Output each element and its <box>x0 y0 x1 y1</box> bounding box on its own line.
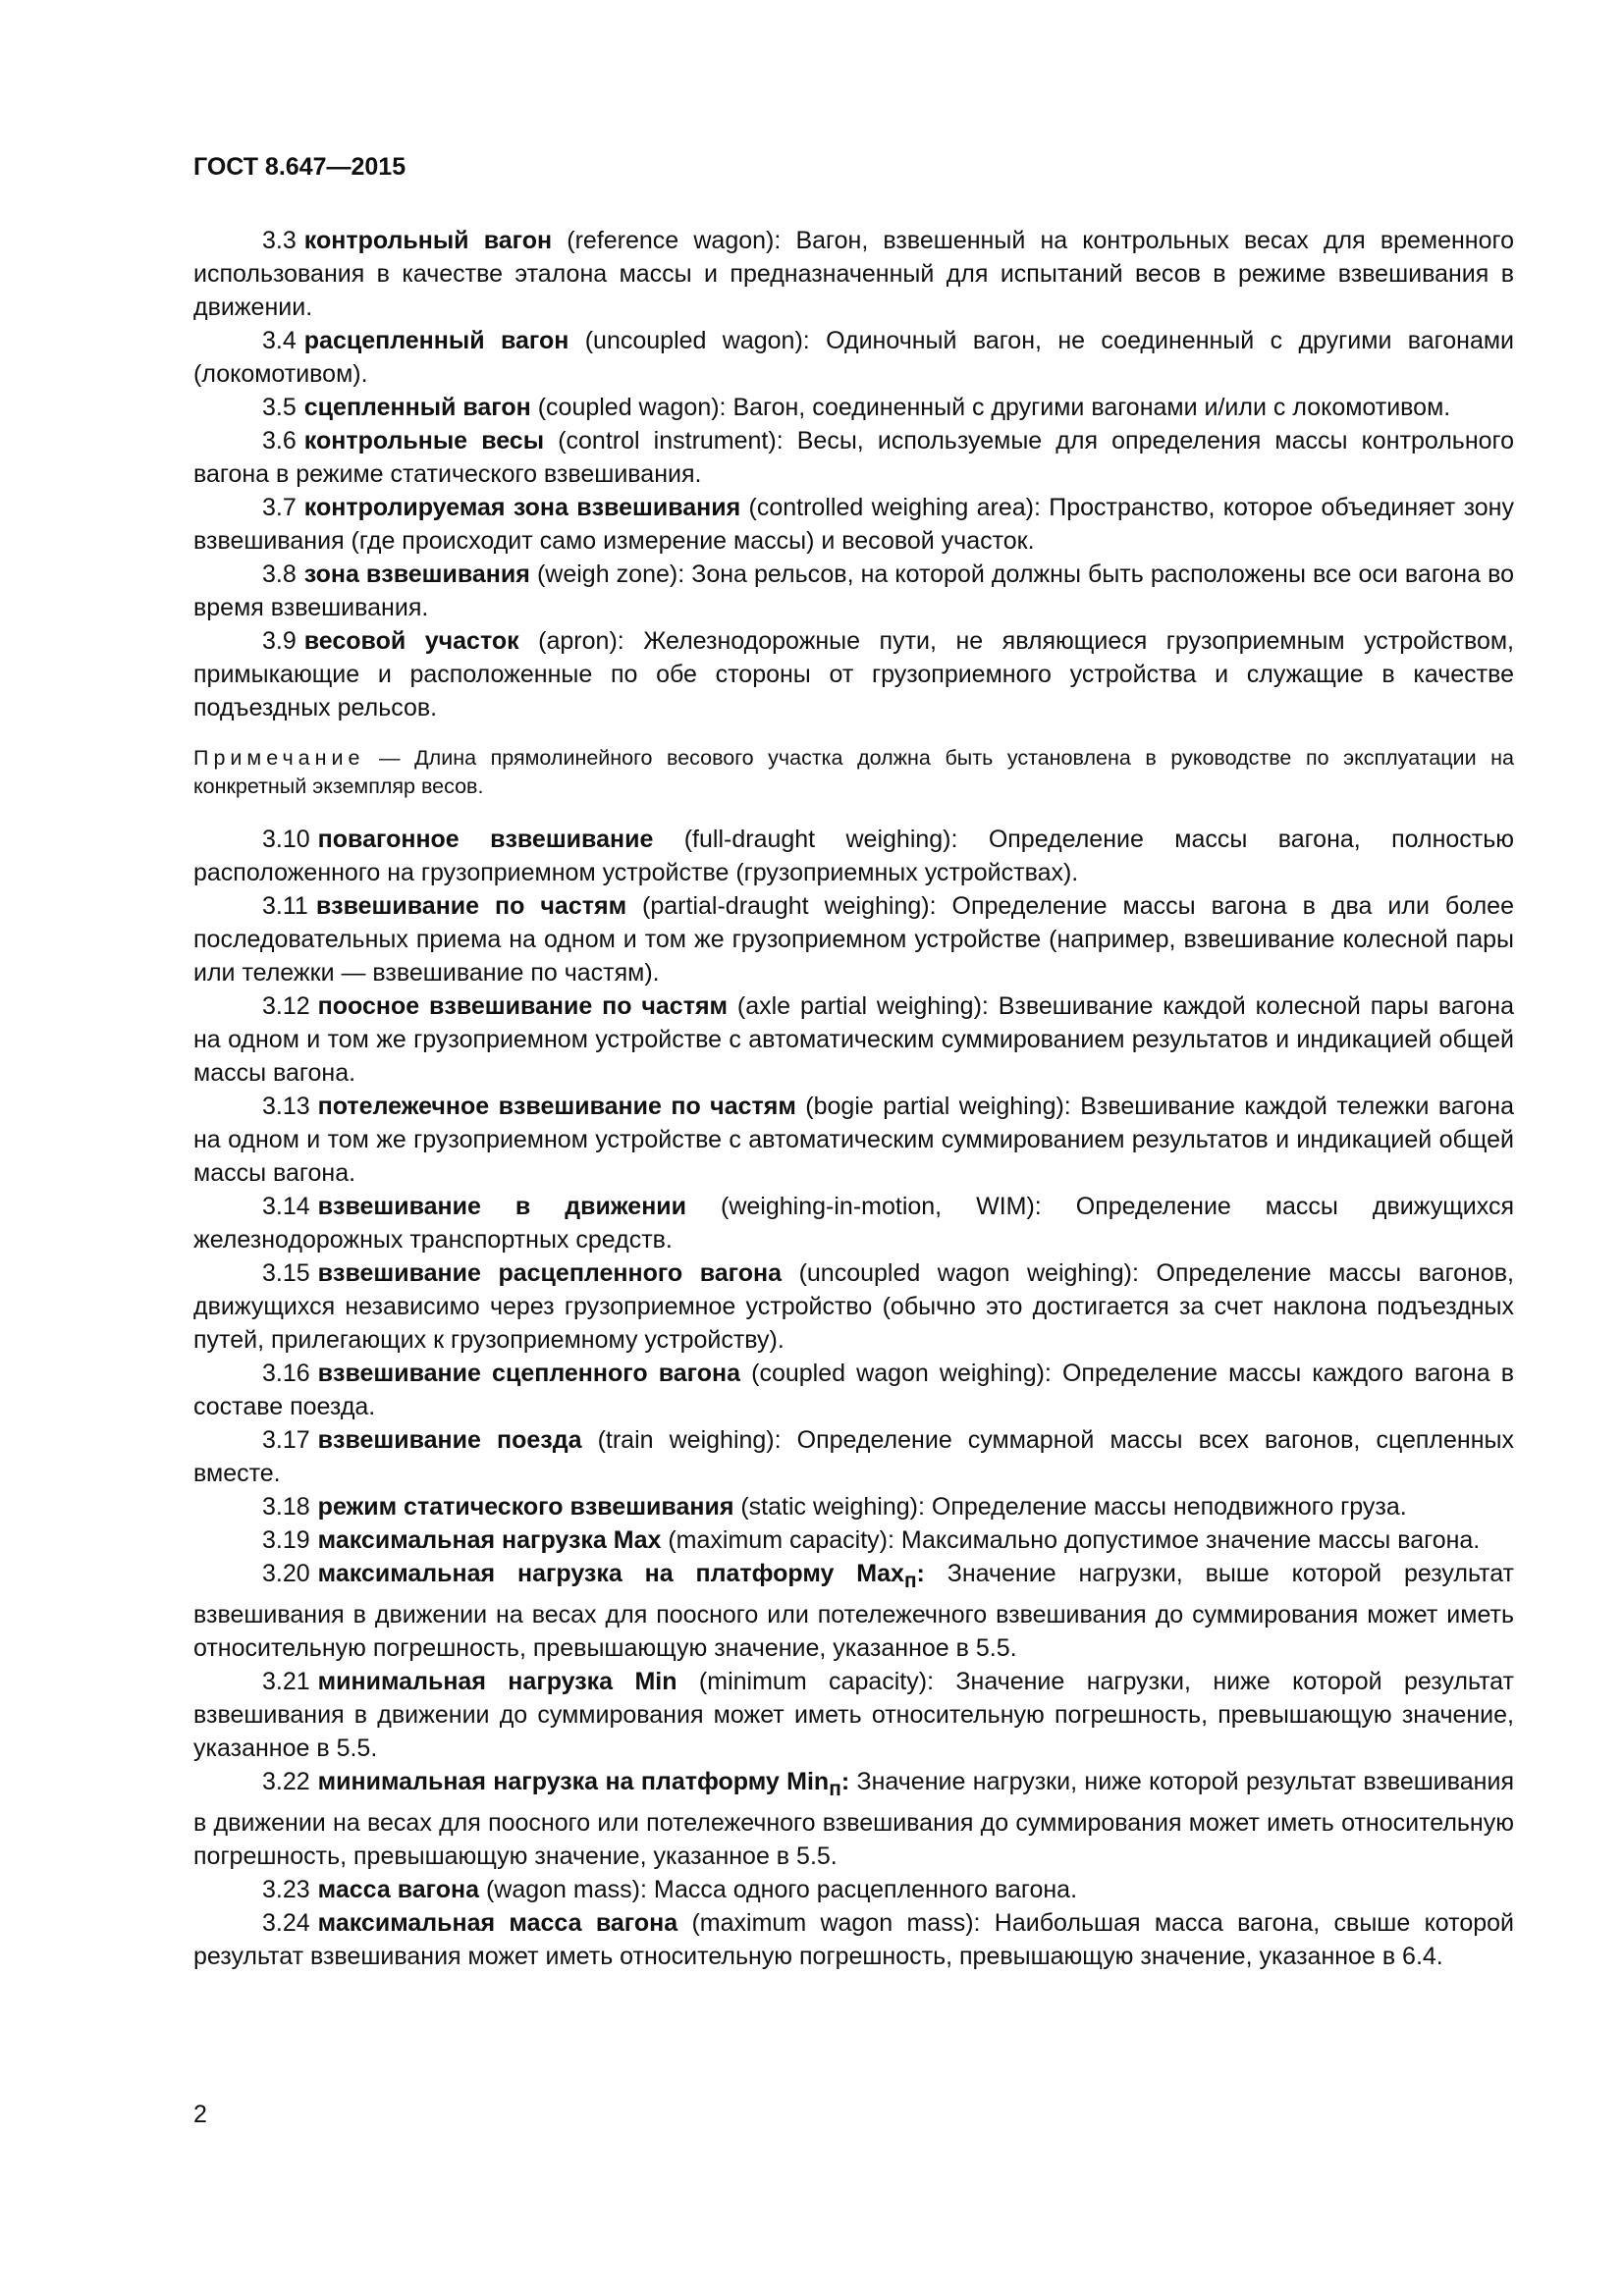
definition-entry <box>193 989 1514 1090</box>
definition-term-text: максимальная нагрузка Max <box>317 1526 662 1554</box>
definition-text: (uncoupled wagon weighing): Определение массы вагонов, движущихся независимо через грузоприемное устройство (обычно это достигается за счет наклона подъездных путей, прилегающих к грузоприемному устройству). <box>193 1259 1514 1354</box>
definition-text: (coupled wagon weighing): Определение массы каждого вагона в составе поезда. <box>193 1360 1514 1420</box>
definition-entry <box>193 1557 1514 1665</box>
definition-number: 3.14 <box>262 1193 310 1220</box>
definition-entry <box>193 491 1514 558</box>
definition-term-text: весовой участок <box>303 627 519 655</box>
definition-term-text: зона взвешивания <box>303 561 530 588</box>
note-label: Примечание <box>193 746 365 770</box>
definition-number: 3.12 <box>262 992 310 1020</box>
definitions-list <box>193 823 1514 1973</box>
definition-number: 3.13 <box>262 1093 310 1120</box>
definition-text: (bogie partial weighing): Взвешивание каждой тележки вагона на одном и том же грузоприемном устройстве с автоматическим суммированием результатов и индикацией общей массы вагона. <box>193 1093 1514 1187</box>
definition-text: (wagon mass): Масса одного расцепленного вагона. <box>479 1876 1078 1903</box>
definition-entry <box>193 1873 1514 1906</box>
definition-entry <box>193 324 1514 391</box>
definition-text: (controlled weighing area): Пространство, которое объединяет зону взвешивания (где происходит само измерение массы) и весовой участок. <box>193 494 1514 555</box>
note-text: — Длина прямолинейного весового участка должна быть установлена в руководстве по эксплуатации на конкретный экземпляр весов. <box>193 746 1514 798</box>
definition-term-subscript: п <box>829 1778 841 1800</box>
definition-term-text: взвешивание сцепленного вагона <box>317 1360 741 1387</box>
definition-entry <box>193 1906 1514 1973</box>
definition-text: (reference wagon): Вагон, взвешенный на контрольных весах для временного использования в качестве эталона массы и предназначенный для испытаний весов в режиме взвешивания в движении. <box>193 227 1514 321</box>
definition-term <box>318 826 654 853</box>
definition-entry <box>193 624 1514 724</box>
definition-text: (maximum wagon mass): Наибольшая масса вагона, свыше которой результат взвешивания может иметь относительную погрешность, превышающую значение, указанное в 6.4. <box>193 1909 1514 1970</box>
definition-term-text: взвешивание расцепленного вагона <box>317 1259 783 1287</box>
definition-number: 3.18 <box>262 1493 310 1521</box>
definition-number: 3.21 <box>262 1668 310 1695</box>
definition-number: 3.4 <box>262 327 297 354</box>
definition-term-text: поосное взвешивание по частям <box>317 992 729 1020</box>
document-code: ГОСТ 8.647—2015 <box>193 153 406 181</box>
definition-term-text: сцепленный вагон <box>303 394 531 421</box>
definition-text: (maximum capacity): Максимально допустимое значение массы вагона. <box>661 1526 1481 1554</box>
definitions-list <box>193 224 1514 724</box>
definition-term-text: контрольные весы <box>303 427 545 454</box>
definition-term <box>318 1493 734 1521</box>
definition-text: (coupled wagon): Вагон, соединенный с другими вагонами и/или с локомотивом. <box>530 394 1451 421</box>
definition-number: 3.11 <box>262 892 308 920</box>
definition-term-text: режим статического взвешивания <box>317 1493 734 1521</box>
definition-number: 3.7 <box>262 494 297 521</box>
definition-text: (weighing-in-motion, WIM): Определение массы движущихся железнодорожных транспортных средств. <box>193 1193 1514 1254</box>
definition-entry <box>193 1523 1514 1557</box>
definition-number: 3.10 <box>262 826 310 853</box>
definition-term <box>318 1668 677 1695</box>
definition-term <box>304 327 569 354</box>
definition-term-end: : <box>916 1560 925 1587</box>
definition-number: 3.9 <box>262 627 297 655</box>
page-number: 2 <box>193 2101 207 2128</box>
definition-text: (uncoupled wagon): Одиночный вагон, не соединенный с другими вагонами (локомотивом). <box>193 327 1515 388</box>
definition-number: 3.3 <box>262 227 297 254</box>
definition-text: (full-draught weighing): Определение массы вагона, полностью расположенного на грузоприемном устройстве (грузоприемных устройствах). <box>193 826 1515 886</box>
definition-term <box>304 394 531 421</box>
definition-text: (train weighing): Определение суммарной массы всех вагонов, сцепленных вместе. <box>193 1426 1515 1487</box>
definition-entry <box>193 889 1514 989</box>
definition-term <box>304 427 544 454</box>
definition-term <box>317 1768 850 1800</box>
definition-entry <box>193 1423 1514 1490</box>
definition-term <box>304 227 552 254</box>
definition-entry <box>193 823 1514 889</box>
document-body <box>193 224 1514 1973</box>
definition-term-text: контрольный вагон <box>303 227 553 254</box>
definition-entry <box>193 1256 1514 1357</box>
definition-text: Значение нагрузки, ниже которой результат взвешивания в движении на весах для поосного или потележечного взвешивания до суммирования может иметь относительную погрешность, превышающую значение, указанное в 5.5. <box>193 1768 1514 1870</box>
definition-number: 3.16 <box>262 1360 310 1387</box>
definition-entry <box>193 1357 1514 1423</box>
definition-term-text: минимальная нагрузка на платформу Min <box>317 1768 830 1795</box>
definition-term-text: максимальная нагрузка на платформу Max <box>317 1560 904 1587</box>
definition-term <box>318 1093 796 1120</box>
definition-term-text: контролируемая зона взвешивания <box>303 494 741 521</box>
definition-term <box>318 1259 782 1287</box>
definition-term <box>318 1426 582 1454</box>
definition-number: 3.20 <box>262 1560 310 1587</box>
definition-number: 3.23 <box>262 1876 310 1903</box>
definition-term-text: расцепленный вагон <box>303 327 569 354</box>
definition-term-text: взвешивание поезда <box>317 1426 582 1454</box>
definition-entry <box>193 424 1514 491</box>
definition-number: 3.24 <box>262 1909 310 1937</box>
definition-term-text: максимальная масса вагона <box>317 1909 678 1937</box>
definition-entry <box>193 1765 1514 1873</box>
definition-term <box>318 1193 686 1220</box>
definition-text: (axle partial weighing): Взвешивание каждой колесной пары вагона на одном и том же грузоприемном устройстве с автоматическим суммированием результатов и индикацией общей массы вагона. <box>193 992 1514 1087</box>
definition-number: 3.5 <box>262 394 297 421</box>
definition-entry <box>193 558 1514 624</box>
definition-entry <box>193 391 1514 424</box>
definition-entry <box>193 224 1514 324</box>
definition-term-text: взвешивание в движении <box>317 1193 687 1220</box>
definition-entry <box>193 1190 1514 1256</box>
definition-text: (apron): Железнодорожные пути, не являющиеся грузоприемным устройством, примыкающие и расположенные по обе стороны от грузоприемного устройства и служащие в качестве подъездных рельсов. <box>193 627 1514 721</box>
definition-term-text: потележечное взвешивание по частям <box>317 1093 796 1120</box>
definition-text: (partial-draught weighing): Определение массы вагона в два или более последовательных приема на одном и том же грузоприемном устройстве (например, взвешивание колесной пары или тележки — взвешивание по частям). <box>193 892 1514 987</box>
definition-term-end: : <box>840 1768 850 1795</box>
definition-term <box>316 892 626 920</box>
definition-term <box>318 1876 479 1903</box>
definition-term-text: масса вагона <box>317 1876 480 1903</box>
definition-number: 3.17 <box>262 1426 310 1454</box>
definition-term <box>304 561 530 588</box>
definition-text: Значение нагрузки, выше которой результат взвешивания в движении на весах для поосного или потележечного взвешивания до суммирования может иметь относительную погрешность, превышающую значение, указанное в 5.5. <box>193 1560 1514 1662</box>
definition-number: 3.15 <box>262 1259 310 1287</box>
definition-term-text: повагонное взвешивание <box>317 826 654 853</box>
definition-term <box>318 1360 740 1387</box>
definition-term <box>304 494 740 521</box>
definition-number: 3.8 <box>262 561 297 588</box>
definition-number: 3.6 <box>262 427 297 454</box>
note <box>193 744 1514 801</box>
definition-text: (control instrument): Весы, используемые для определения массы контрольного вагона в режиме статического взвешивания. <box>193 427 1515 488</box>
definition-term <box>318 992 728 1020</box>
definition-entry <box>193 1490 1514 1523</box>
definition-number: 3.19 <box>262 1526 310 1554</box>
definition-term <box>318 1526 662 1554</box>
definition-term-text: минимальная нагрузка Min <box>317 1668 677 1695</box>
definition-text: (static weighing): Определение массы неподвижного груза. <box>733 1493 1407 1521</box>
definition-number: 3.22 <box>262 1768 310 1795</box>
definition-entry <box>193 1090 1514 1190</box>
definition-term-subscript: п <box>903 1570 917 1592</box>
definition-term <box>304 627 519 655</box>
definition-term <box>318 1909 677 1937</box>
definition-term <box>317 1560 925 1592</box>
definition-entry <box>193 1665 1514 1765</box>
definition-term-text: взвешивание по частям <box>315 892 627 920</box>
definition-text: (weigh zone): Зона рельсов, на которой должны быть расположены все оси вагона во время взвешивания. <box>193 561 1515 621</box>
definition-text: (minimum capacity): Значение нагрузки, ниже которой результат взвешивания в движении до суммирования может иметь относительную погрешность, превышающую значение, указанное в 5.5. <box>193 1668 1514 1762</box>
